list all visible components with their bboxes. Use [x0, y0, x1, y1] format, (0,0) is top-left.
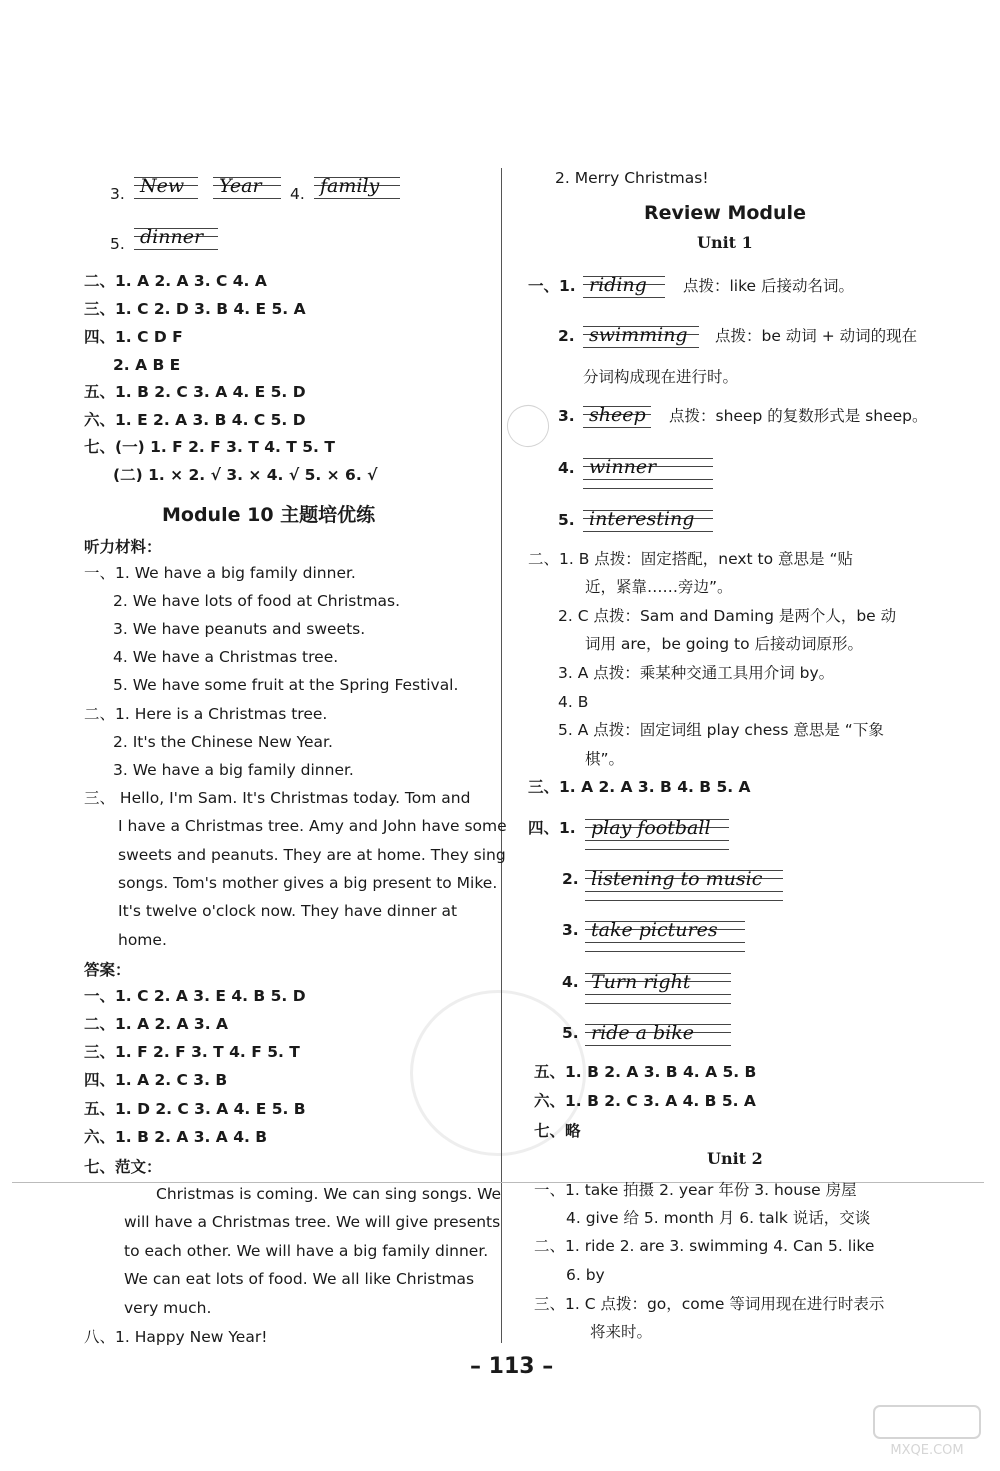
- essay-line: very much.: [124, 1299, 212, 1317]
- last-answer-line: 八、1. Happy New Year!: [84, 1328, 268, 1346]
- answer-line: 二、1. A 2. A 3. C 4. A: [84, 272, 267, 290]
- answer-line: 一、1. C 2. A 3. E 4. B 5. D: [84, 987, 306, 1005]
- unit2-line: 4. give 给 5. month 月 6. talk 说话，交谈: [566, 1209, 871, 1227]
- section2-line: 棋”。: [585, 750, 625, 768]
- q4-label: 4.: [290, 185, 305, 203]
- answer-take-pictures: [585, 917, 745, 943]
- answer-line: 五、1. D 2. C 3. A 4. E 5. B: [84, 1100, 306, 1118]
- handwritten-answer: listening to music: [591, 868, 763, 890]
- section2-line: 二、1. B 点拨：固定搭配，next to 意思是 “贴: [528, 550, 853, 568]
- listening-line: 二、1. Here is a Christmas tree.: [84, 705, 328, 723]
- section2-line: 词用 are，be going to 后接动词原形。: [585, 635, 864, 653]
- sec4-q3-label: 3.: [562, 921, 579, 939]
- unit2-line: 6. by: [566, 1266, 605, 1284]
- module-title: Module 10 主题培优练: [162, 504, 376, 526]
- listening-line: 一、1. We have a big family dinner.: [84, 564, 356, 582]
- sec4-q2-label: 2.: [562, 870, 579, 888]
- passage-line: sweets and peanuts. They are at home. They sing: [118, 846, 506, 864]
- q5-label: 5.: [558, 511, 575, 529]
- answer-swimming: [583, 322, 699, 348]
- listening-line: 5. We have some fruit at the Spring Festival.: [113, 676, 459, 694]
- answer-q4-family: [314, 173, 400, 199]
- answer-line: 六、1. E 2. A 3. B 4. C 5. D: [84, 411, 306, 429]
- section2-line: 近，紧靠……旁边”。: [585, 578, 733, 596]
- stamp-mark: [501, 399, 555, 453]
- answer-line: 三、1. C 2. D 3. B 4. E 5. A: [84, 300, 306, 318]
- answer-line: 四、1. C D F: [84, 328, 183, 346]
- section6-line: 六、1. B 2. C 3. A 4. B 5. A: [534, 1092, 756, 1110]
- answer-ride-a-bike: [585, 1020, 731, 1046]
- handwritten-answer: play football: [591, 817, 711, 839]
- hint-note: 点拨：be 动词 + 动词的现在: [715, 327, 918, 345]
- hint-note: 点拨：like 后接动名词。: [683, 277, 855, 295]
- section2-line: 5. A 点拨：固定词组 play chess 意思是 “下象: [558, 721, 884, 739]
- sec4-q1-label: 四、1.: [528, 819, 576, 837]
- unit1-title: Unit 1: [697, 233, 753, 252]
- handwritten-answer: riding: [589, 274, 647, 296]
- passage-line: I have a Christmas tree. Amy and John have some: [118, 817, 507, 835]
- answers-header: 答案：: [84, 961, 131, 979]
- listening-line: 3. We have peanuts and sweets.: [113, 620, 366, 638]
- essay-header: 七、范文：: [84, 1158, 162, 1176]
- handwritten-answer: Turn right: [591, 971, 691, 993]
- answer-line: 三、1. F 2. F 3. T 4. F 5. T: [84, 1043, 300, 1061]
- answer-line: 五、1. B 2. C 3. A 4. E 5. D: [84, 383, 306, 401]
- answer-line: 二、1. A 2. A 3. A: [84, 1015, 228, 1033]
- answer-winner: [583, 454, 713, 480]
- essay-line: to each other. We will have a big family dinner.: [124, 1242, 489, 1260]
- handwritten-answer: sheep: [589, 404, 646, 426]
- column-divider: [501, 168, 502, 1343]
- handwritten-answer: swimming: [589, 324, 688, 346]
- answer-play-football: [585, 815, 729, 841]
- essay-line: We can eat lots of food. We all like Christmas: [124, 1270, 475, 1288]
- answer-line: 2. Merry Christmas!: [555, 169, 709, 187]
- q2-label: 2.: [558, 327, 575, 345]
- answer-q3-year: [213, 173, 281, 199]
- listening-header: 听力材料：: [84, 538, 162, 556]
- answer-line: 2. A B E: [113, 356, 181, 374]
- passage-line: It's twelve o'clock now. They have dinner at: [118, 902, 458, 920]
- section2-line: 3. A 点拨：乘某种交通工具用介词 by。: [558, 664, 835, 682]
- handwritten-answer: New: [140, 175, 185, 197]
- q3-label: 3.: [110, 185, 125, 203]
- unit2-line: 三、1. C 点拨：go，come 等词用现在进行时表示: [534, 1295, 885, 1313]
- passage-line: 三、 Hello, I'm Sam. It's Christmas today. Tom and: [84, 789, 471, 807]
- listening-line: 4. We have a Christmas tree.: [113, 648, 339, 666]
- unit2-line: 将来时。: [590, 1323, 653, 1341]
- q5-label: 5.: [110, 235, 125, 253]
- handwritten-answer: interesting: [589, 508, 695, 530]
- answer-interesting: [583, 506, 713, 532]
- hint-note: 点拨：sheep 的复数形式是 sheep。: [669, 407, 928, 425]
- q3-label: 3.: [558, 407, 575, 425]
- watermark-logo: [872, 1404, 982, 1460]
- unit2-line: 二、1. ride 2. are 3. swimming 4. Can 5. like: [534, 1237, 875, 1255]
- section2-line: 2. C 点拨：Sam and Daming 是两个人，be 动: [558, 607, 897, 625]
- unit2-line: 一、1. take 拍摄 2. year 年份 3. house 房屋: [534, 1181, 857, 1199]
- answer-riding: [583, 272, 665, 298]
- handwritten-answer: take pictures: [591, 919, 718, 941]
- answer-line: 六、1. B 2. A 3. A 4. B: [84, 1128, 268, 1146]
- hint-note: 分词构成现在进行时。: [583, 368, 739, 386]
- unit2-title: Unit 2: [707, 1149, 763, 1168]
- answer-q5-dinner: [134, 224, 218, 250]
- handwritten-answer: Year: [219, 175, 262, 197]
- q1-label: 一、1.: [528, 277, 576, 295]
- handwritten-answer: ride a bike: [591, 1022, 694, 1044]
- essay-line: Christmas is coming. We can sing songs. We: [156, 1185, 502, 1203]
- listening-line: 2. We have lots of food at Christmas.: [113, 592, 401, 610]
- answer-turn-right: [585, 969, 731, 995]
- passage-line: home.: [118, 931, 167, 949]
- section7-line: 七、略: [534, 1122, 581, 1140]
- handwritten-answer: winner: [589, 456, 657, 478]
- q4-label: 4.: [558, 459, 575, 477]
- section3-line: 三、1. A 2. A 3. B 4. B 5. A: [528, 778, 751, 796]
- answer-line: (二) 1. × 2. √ 3. × 4. √ 5. × 6. √: [113, 466, 378, 484]
- passage-line: songs. Tom's mother gives a big present to Mike.: [118, 874, 498, 892]
- page-number: – 113 –: [470, 1354, 554, 1379]
- handwritten-answer: family: [320, 175, 380, 197]
- answer-line: 七、(一) 1. F 2. F 3. T 4. T 5. T: [84, 438, 335, 456]
- section2-line: 4. B: [558, 693, 589, 711]
- essay-line: will have a Christmas tree. We will give presents: [124, 1213, 501, 1231]
- review-module-title: Review Module: [644, 202, 806, 224]
- answer-q3-new: [134, 173, 198, 199]
- sec4-q4-label: 4.: [562, 973, 579, 991]
- sec4-q5-label: 5.: [562, 1024, 579, 1042]
- listening-line: 2. It's the Chinese New Year.: [113, 733, 333, 751]
- watermark-text: MXQE.COM: [890, 1443, 964, 1458]
- handwritten-answer: dinner: [140, 226, 204, 248]
- section5-line: 五、1. B 2. A 3. B 4. A 5. B: [534, 1063, 757, 1081]
- listening-line: 3. We have a big family dinner.: [113, 761, 354, 779]
- answer-sheep: [583, 402, 651, 428]
- answer-line: 四、1. A 2. C 3. B: [84, 1071, 228, 1089]
- answer-listening-to-music: [585, 866, 783, 892]
